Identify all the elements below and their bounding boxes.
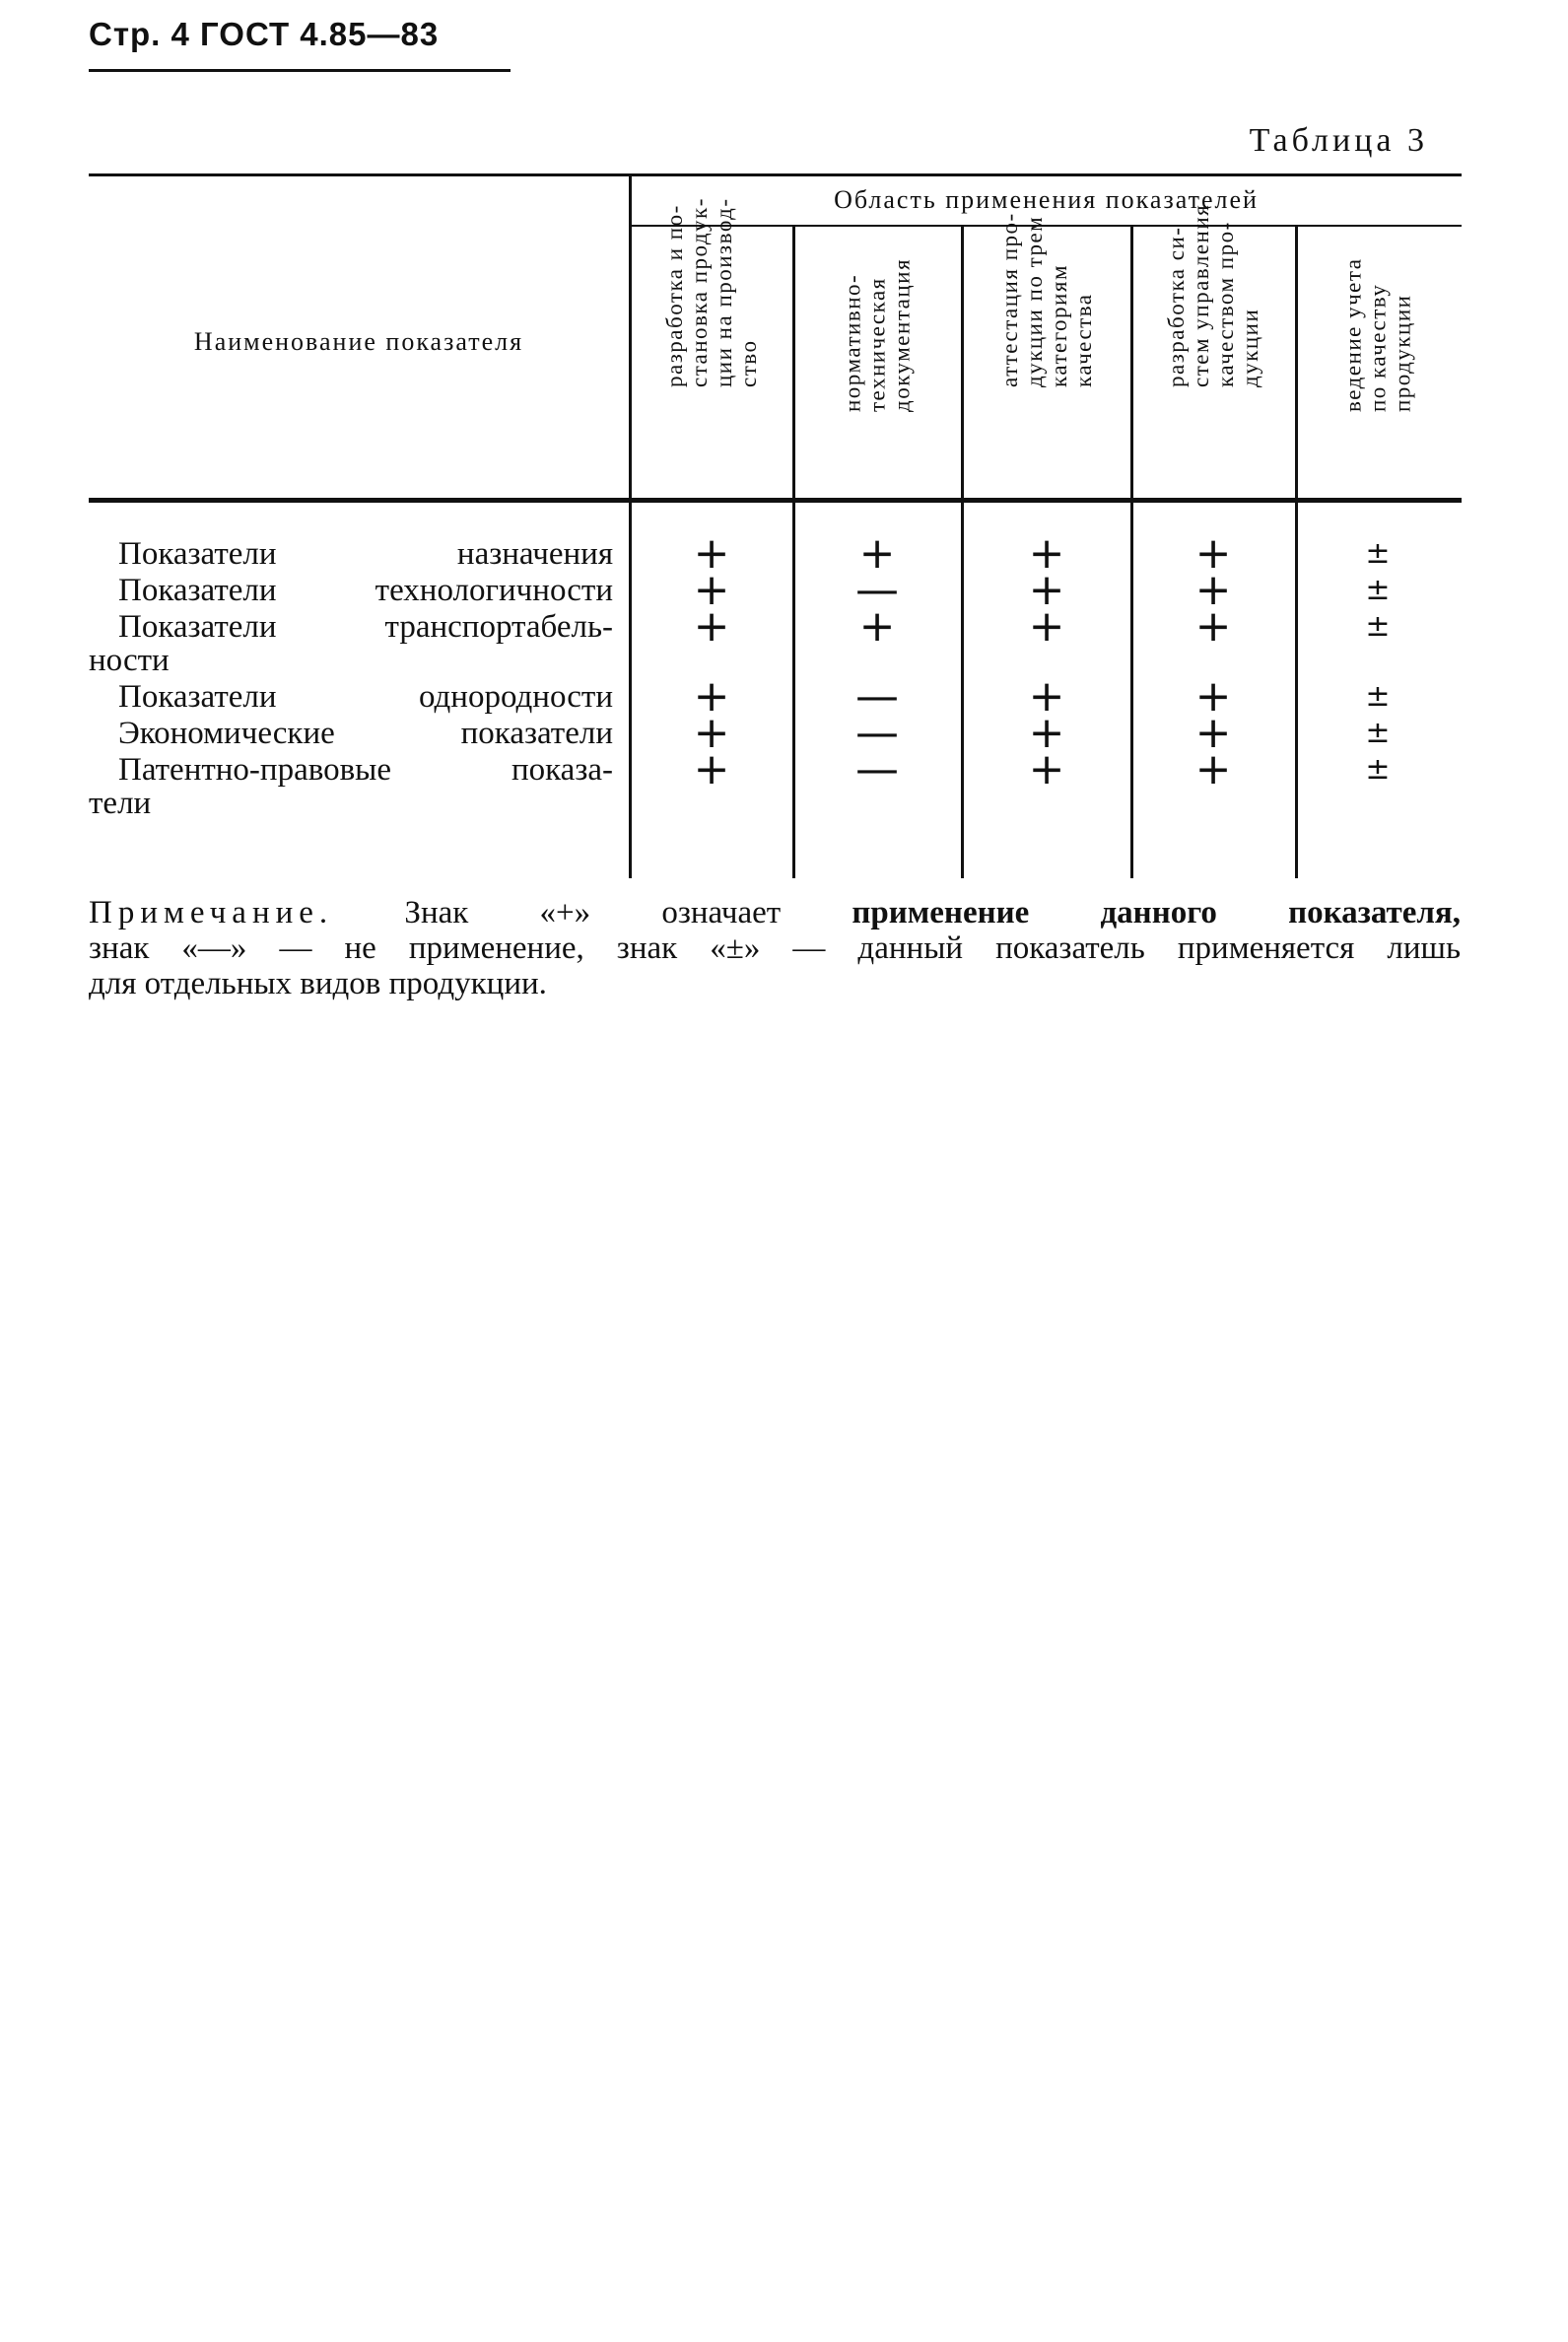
row-name-line: ности: [89, 643, 170, 678]
row-name-line: Показатели технологичности: [118, 573, 613, 608]
table-cell: ±: [1365, 679, 1391, 714]
note-line: для отдельных видов продукции.: [89, 966, 547, 1001]
table-vline: [1295, 227, 1298, 878]
row-name-line: Экономические показатели: [118, 716, 613, 751]
table-cell: +: [693, 565, 730, 615]
note-text-bold: применение данного показателя,: [852, 895, 1462, 930]
table-cell: +: [1194, 744, 1232, 794]
table-cell: +: [693, 708, 730, 758]
table-vline: [1130, 227, 1133, 878]
table-vline: [792, 227, 795, 878]
row-name: [118, 717, 613, 750]
table-cell: +: [693, 744, 730, 794]
header-bottom-rule: [89, 498, 1462, 503]
row-name-line: тели: [89, 786, 152, 821]
row-name: [89, 609, 613, 678]
table-cell: +: [1194, 601, 1232, 652]
column-header: [1304, 228, 1452, 486]
group-header: Область применения показателей: [834, 185, 1259, 214]
column-header-line: продукции: [1390, 294, 1415, 412]
table-cell: +: [858, 528, 896, 579]
table-cell: ±: [1365, 536, 1391, 571]
table-cell: +: [693, 528, 730, 579]
note-line: знак «—» — не применение, знак «±» — данный показатель применяется лишь: [89, 930, 1461, 966]
column-header: [803, 228, 951, 486]
row-name-line: Показатели назначения: [118, 536, 613, 572]
page-header: Стр. 4 ГОСТ 4.85—83: [89, 16, 440, 52]
row-name: [118, 574, 613, 607]
table-cell: +: [1028, 528, 1065, 579]
column-header-line: ство: [736, 339, 761, 387]
table-vline: [961, 227, 964, 878]
column-header-line: ведение учета: [1340, 257, 1366, 412]
table-cell: —: [855, 565, 899, 615]
note-label: Примечание.: [89, 895, 334, 930]
table-cell: ±: [1365, 716, 1391, 750]
table-cell: +: [1194, 671, 1232, 722]
table-cell: +: [1028, 601, 1065, 652]
column-header: [973, 212, 1121, 486]
table-cell: +: [693, 601, 730, 652]
column-header: [1139, 203, 1287, 486]
table-cell: —: [855, 708, 899, 758]
table-cell: +: [858, 601, 896, 652]
table-cell: —: [855, 744, 899, 794]
note-text: Знак «+» означает: [404, 895, 782, 930]
table-cell: ±: [1365, 573, 1391, 607]
column-header-line: разработка и по-: [662, 204, 687, 387]
column-header-line: категориям: [1047, 263, 1071, 387]
row-name-line: Показатели транспортабель-: [118, 609, 613, 645]
row-name-line: Патентно-правовые показа-: [118, 752, 613, 788]
table-cell: ±: [1365, 752, 1391, 787]
table-cell: +: [1194, 708, 1232, 758]
name-column-header: Наименование показателя: [193, 327, 524, 356]
row-name-line: Показатели однородности: [118, 679, 613, 715]
table-cell: +: [1028, 708, 1065, 758]
row-name: [118, 537, 613, 571]
table-top-rule: [89, 173, 1462, 176]
table-note: [89, 895, 1461, 1001]
column-header: [638, 197, 785, 486]
table-cell: ±: [1365, 609, 1391, 644]
table-cell: +: [1028, 565, 1065, 615]
table-caption: Таблица 3: [1249, 122, 1428, 159]
table-cell: —: [855, 671, 899, 722]
column-header-line: дукции: [1238, 308, 1262, 387]
column-header-line: ции на производ-: [712, 197, 736, 387]
column-header-line: аттестация про-: [997, 212, 1022, 387]
column-header-line: разработка си-: [1164, 226, 1189, 387]
column-header-line: по качеству: [1365, 283, 1391, 412]
row-name: [89, 752, 613, 821]
table-cell: +: [1028, 671, 1065, 722]
column-header-line: становка продук-: [687, 197, 712, 387]
column-header-line: документация: [889, 257, 915, 412]
row-name: [118, 680, 613, 714]
column-header-line: дукции по трем: [1022, 215, 1047, 387]
column-header-line: нормативно-: [840, 273, 865, 412]
table-cell: +: [1194, 565, 1232, 615]
table-cell: +: [1194, 528, 1232, 579]
column-header-line: качества: [1071, 293, 1096, 387]
table-vline: [629, 173, 632, 878]
header-rule: [89, 69, 511, 72]
column-header-line: стем управления: [1189, 203, 1213, 387]
column-header-line: качеством про-: [1213, 221, 1238, 387]
column-header-line: техническая: [864, 277, 890, 412]
table-cell: +: [1028, 744, 1065, 794]
table-cell: +: [693, 671, 730, 722]
